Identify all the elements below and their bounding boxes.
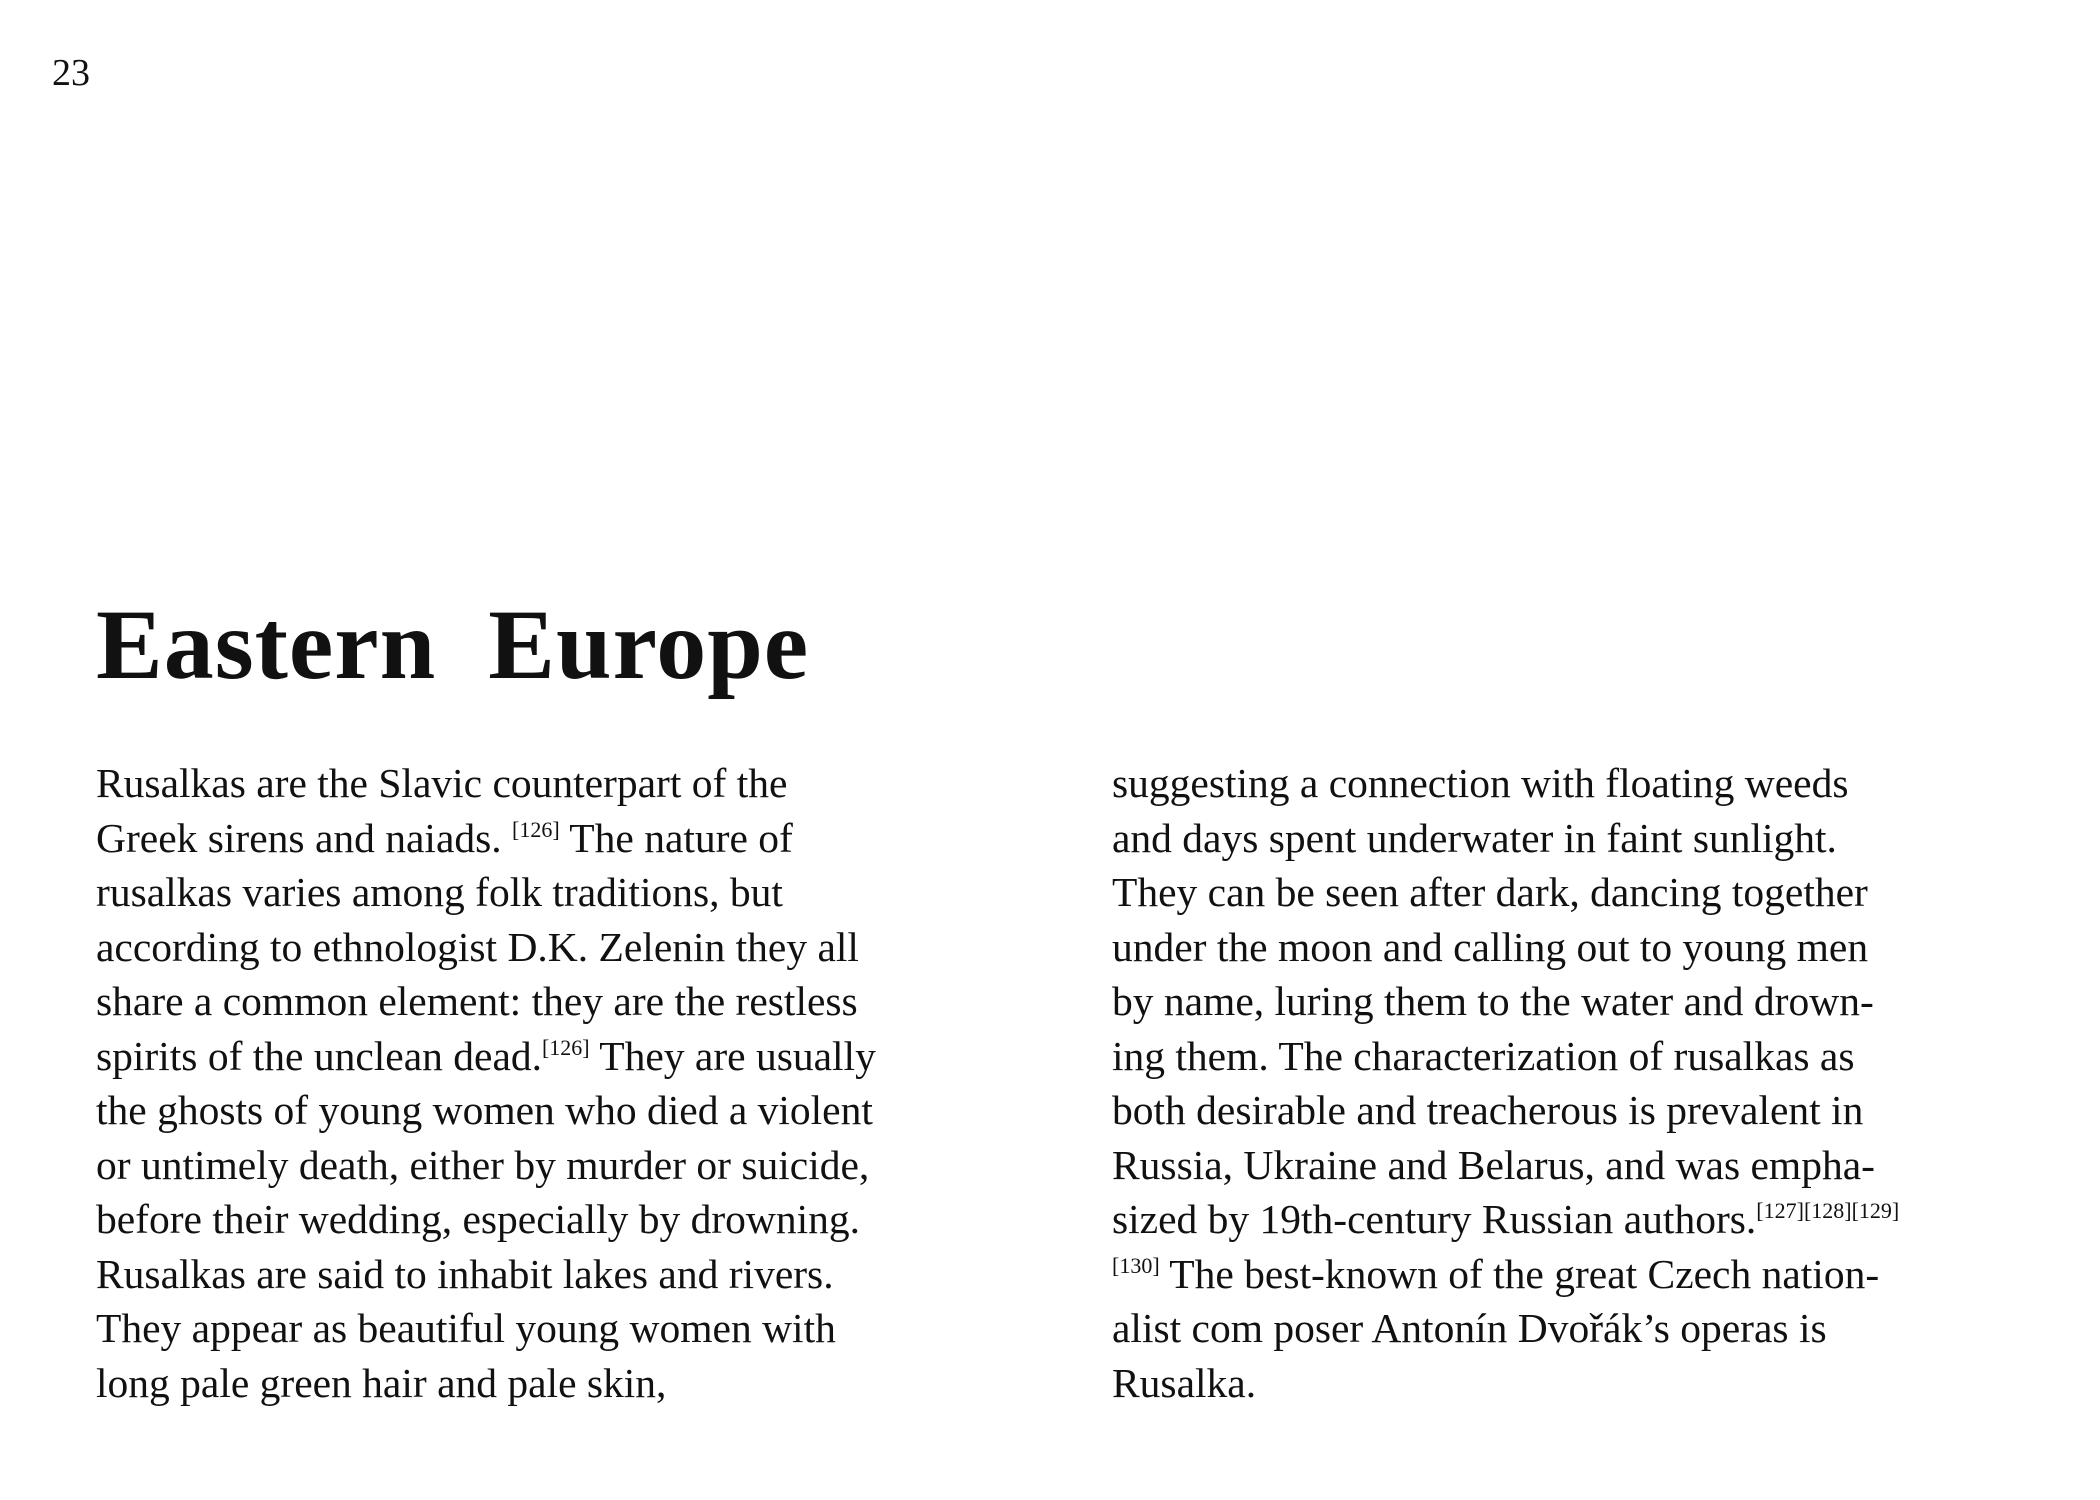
citation-reference: [126] xyxy=(541,1034,590,1060)
text-line xyxy=(1112,1192,2032,1247)
text-line: suggesting a connection with floating weeds xyxy=(1112,760,1849,806)
citation-reference: [127][128][129] xyxy=(1756,1198,1900,1223)
text-line: They appear as beautiful young women with xyxy=(96,1305,836,1351)
text-segment: The nature of xyxy=(559,814,793,861)
page-number: 23 xyxy=(52,52,90,94)
text-line: the ghosts of young women who died a violent xyxy=(96,1087,873,1133)
text-line: ing them. The characterization of rusalkas as xyxy=(1112,1032,1855,1079)
text-line xyxy=(96,1029,1016,1084)
text-line xyxy=(96,811,1016,866)
text-line: both desirable and treacherous is prevalent in xyxy=(1112,1087,1864,1133)
text-segment: Greek sirens and naiads. xyxy=(96,814,513,861)
text-line: by name, luring them to the water and drown- xyxy=(1112,978,1874,1024)
text-segment: The best-known of the great Czech nation- xyxy=(1159,1250,1880,1297)
text-segment: They are usually xyxy=(589,1032,876,1079)
text-line: share a common element: they are the restless xyxy=(96,978,858,1024)
text-segment: sized by 19th-century Russian authors. xyxy=(1112,1196,1757,1242)
text-line: Rusalkas are the Slavic counterpart of the xyxy=(96,760,788,806)
citation-reference: [130] xyxy=(1112,1252,1160,1278)
text-line: Rusalka. xyxy=(1112,1359,1257,1406)
text-line: or untimely death, either by murder or suicide, xyxy=(96,1141,870,1188)
text-line: Russia, Ukraine and Belarus, and was empha- xyxy=(1112,1141,1875,1188)
text-line xyxy=(1112,1247,2032,1302)
left-text-column xyxy=(96,756,1016,1410)
text-line: under the moon and calling out to young men xyxy=(1112,923,1869,970)
text-line: long pale green hair and pale skin, xyxy=(96,1359,667,1406)
text-line: alist com poser Antonín Dvořák’s operas is xyxy=(1112,1305,1827,1351)
text-line: They can be seen after dark, dancing together xyxy=(1112,869,1868,915)
text-line: Rusalkas are said to inhabit lakes and rivers. xyxy=(96,1250,834,1297)
text-line: rusalkas varies among folk traditions, but xyxy=(96,869,783,915)
text-line: before their wedding, especially by drowning. xyxy=(96,1196,861,1242)
text-line: according to ethnologist D.K. Zelenin they all xyxy=(96,923,859,970)
text-line: and days spent underwater in faint sunlight. xyxy=(1112,814,1837,861)
citation-reference: [126] xyxy=(512,816,560,842)
right-text-column xyxy=(1112,756,2032,1410)
section-title: Eastern Europe xyxy=(96,589,810,700)
text-segment: spirits of the unclean dead. xyxy=(96,1032,542,1079)
